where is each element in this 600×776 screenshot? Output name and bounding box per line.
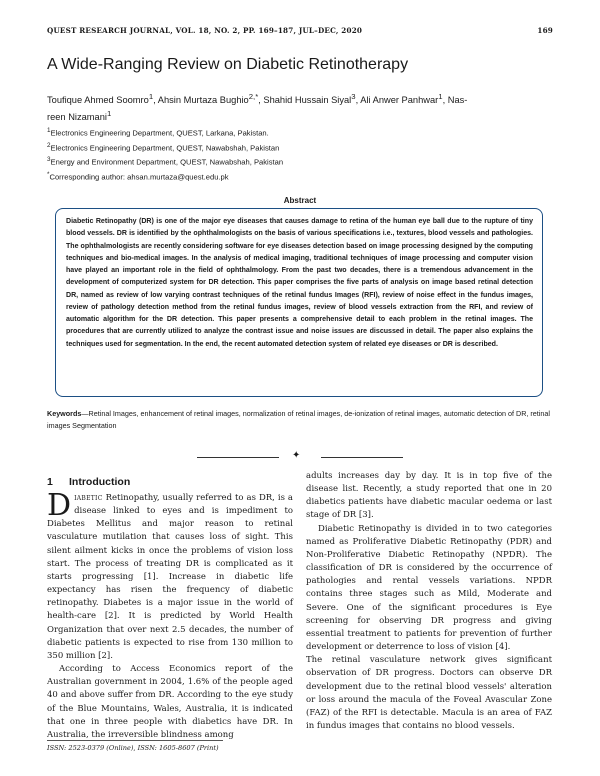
body-paragraph: According to Access Economics report of the Australian government in 2004, 1.6% of the people aged 40 and above suffer from DR. According to the eye study of the Blue Mountains, Wales, Australia, it is indicated that one in three people with diabetics have DR. In Australia, the irreversible blindness among bbox=[47, 664, 293, 740]
dropcap-continuation: iabetic bbox=[74, 493, 103, 503]
affiliation-item bbox=[47, 140, 553, 155]
abstract-heading: Abstract bbox=[283, 196, 317, 205]
author-name: , Ali Anwer Panhwar bbox=[355, 95, 439, 106]
paper-title: A Wide-Ranging Review on Diabetic Retinotherapy bbox=[47, 56, 409, 73]
footer-rule bbox=[47, 740, 223, 741]
body-paragraph: Diabetic Retinopathy is divided in to two categories named as Proliferative Diabetic Retinopathy (PDR) and Non-Proliferative Diabetic Retinopathy (NPDR). The classification of DR is considered by the occurrence of pathologies and rental vessels variations. NPDR contains three stages such as Mild, Moderate and Severe. One of the significant procedures is Eye screening for observing DR progress and giving essential treatment to patients for prevention of further development or deterrence to loss of vision [4]. bbox=[306, 523, 552, 653]
corresponding-author: Corresponding author: ahsan.murtaza@quest.edu.pk bbox=[49, 172, 229, 182]
author-affiliation-mark: 1 bbox=[148, 92, 154, 101]
body-paragraph: adults increases day by day. It is in top five of the disease list. Recently, a study reported that one in 20 diabetics patients have diabetic macular oedema or last stage of DR [3]. bbox=[306, 471, 552, 521]
body-column-right bbox=[306, 470, 552, 733]
footer-issn: ISSN: 2523-0379 (Online), ISSN: 1605-8607 (Print) bbox=[47, 744, 219, 752]
author-affiliation-mark: 1 bbox=[106, 109, 112, 119]
author-name: , Nas- bbox=[442, 95, 468, 106]
affiliation-mark: * bbox=[47, 171, 50, 179]
section-title: Introduction bbox=[69, 476, 131, 488]
body-paragraph: The retinal vasculature network gives significant observation of DR progress. Doctors can observe DR development due to the retinal blood vessels' alteration or loss around the macula of the Foveal Avascular Zone (FAZ) of the RFI is detectable. Macula is an area of FAZ in fundus images that contains no blood vessels. bbox=[306, 655, 552, 731]
author-name: , Shahid Hussain Siyal bbox=[258, 95, 352, 106]
body-column-left bbox=[47, 470, 293, 742]
author-list bbox=[47, 90, 553, 124]
affiliation-text: Energy and Environment Department, QUEST, Nawabshah, Pakistan bbox=[50, 158, 284, 167]
affiliation-text: Electronics Engineering Department, QUEST, Larkana, Pakistan. bbox=[50, 128, 269, 138]
keywords-text: —Retinal Images, enhancement of retinal images, normalization of retinal images, de-ionization of retinal images, automatic detection of DR, retinal images Segmentation bbox=[47, 409, 550, 430]
affiliation-item bbox=[47, 125, 553, 140]
section-heading bbox=[47, 476, 130, 488]
divider-ornament-icon: ✦ bbox=[292, 450, 301, 461]
keywords bbox=[47, 408, 553, 431]
intro-paragraph bbox=[47, 488, 293, 663]
journal-citation: QUEST RESEARCH JOURNAL, VOL. 18, NO. 2, PP. 169–187, JUL–DEC, 2020 bbox=[47, 26, 363, 35]
affiliation-item bbox=[47, 154, 553, 169]
author-affiliation-mark: 1 bbox=[438, 92, 443, 101]
page-number: 169 bbox=[537, 26, 553, 35]
affiliation-item bbox=[47, 169, 553, 184]
section-divider bbox=[47, 450, 553, 463]
author-affiliation-mark: 2,* bbox=[248, 92, 259, 101]
author-name: Toufique Ahmed Soomro bbox=[47, 95, 149, 106]
running-head bbox=[47, 26, 553, 35]
author-affiliation-mark: 3 bbox=[351, 92, 356, 101]
affiliation-mark: 1 bbox=[47, 127, 51, 134]
abstract-box: Diabetic Retinopathy (DR) is one of the major eye diseases that causes damage to retina of the human eye ball due to the rupture of tiny blood vessels. DR is identified by the ophthalmologists on the basis of various specifications i.e., textures, blood vessels and pathologies. The ophthalmologists are recently considering software for eye diseases detection based on image processing designed by the computing techniques and bio-medical images. In the analysis of medical imaging, traditional techniques of image processing and computer vision have played an important role in the field of ophthalmology. From the past two decades, there is a tremendous advancement in the development of computerized system for DR detection. This paper comprises the five parts of analysis on image based retinal detection DR, named as review of low varying contrast techniques of the retinal fundus Images (RFI), review of noise effect in the fundus images, review of pathology detection method from the retinal fundus images, review of blood vessels extraction from the RFI, and review of automatic algorithm for the DR detection. This paper presents a comprehensive detail to each problem in the retinal images. The procedures that are currently utilized to analyze the contrast issue and noise issues are discussed in detail. The paper also explains the techniques used for segmentation. In the end, the recent automated detection system of related eye diseases or DR is described. bbox=[55, 208, 543, 397]
divider-rule bbox=[197, 457, 279, 458]
author-name: , Ahsin Murtaza Bughio bbox=[153, 95, 249, 106]
affiliation-mark: 3 bbox=[47, 156, 51, 164]
keywords-label: Keywords bbox=[47, 409, 82, 418]
affiliation-text: Electronics Engineering Department, QUEST, Nawabshah, Pakistan bbox=[50, 143, 280, 153]
paragraph-text: Retinopathy, usually referred to as DR, is a disease linked to eyes and is impediment to Diabetes Mellitus and major reason to retinal vasculature mutilation that causes loss of sight. This silent ailment kicks in once the problems of vision loss start. The process of treating DR is complicated as it starts progressing [1]. Increase in diabetic life expectancy has risen the frequency of diabetic retinopathy. Diabetes is a major issue in the world of health-care [2]. It is predicted by World Health Organization that over next 2.5 decades, the number of diabetic patients is expected to rise from 130 million to 350 million [2]. bbox=[47, 493, 293, 661]
dropcap: D bbox=[47, 488, 72, 523]
section-number: 1 bbox=[47, 476, 53, 488]
affiliation-mark: 2 bbox=[47, 141, 51, 149]
affiliation-list bbox=[47, 125, 553, 184]
author-name: reen Nizamani bbox=[47, 112, 107, 123]
divider-rule bbox=[321, 457, 403, 458]
